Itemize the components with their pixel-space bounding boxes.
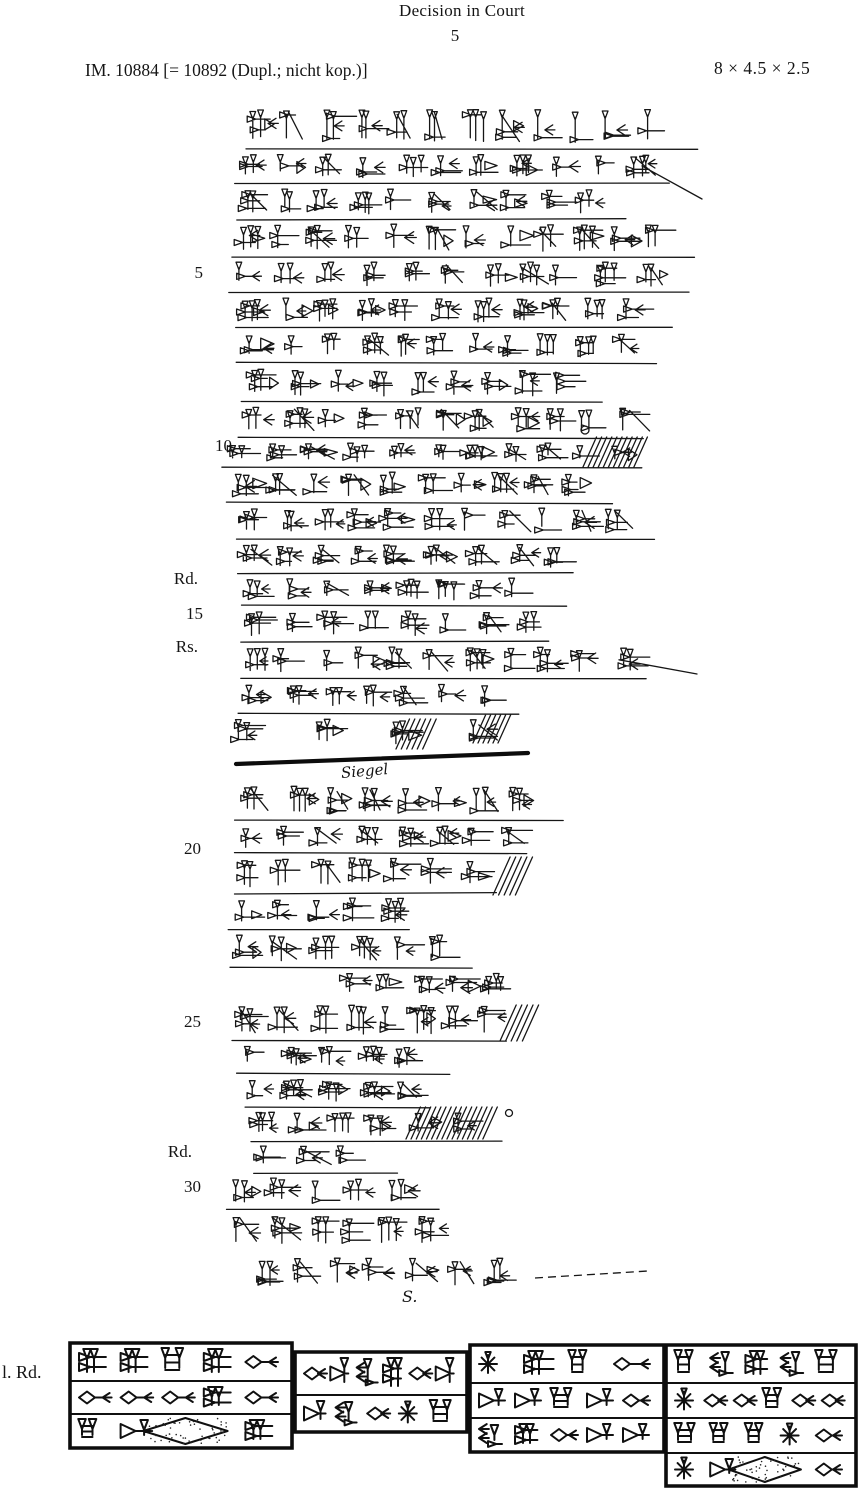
margin-label-15: 15 <box>186 604 203 623</box>
siegel-label: Siegel <box>340 759 389 783</box>
margin-label-10: 10 <box>215 436 232 455</box>
margin-label-rd: Rd. <box>173 569 198 588</box>
margin-label-30: 30 <box>184 1177 201 1196</box>
page-number: 5 <box>450 26 460 45</box>
seal-signature-label: S. <box>402 1287 418 1306</box>
page-title: Decision in Court <box>399 1 525 20</box>
margin-label-20: 20 <box>184 839 201 858</box>
margin-label-5: 5 <box>194 263 203 282</box>
tablet-dimensions: 8 × 4.5 × 2.5 <box>714 58 811 78</box>
left-edge-label: l. Rd. <box>2 1362 42 1382</box>
margin-label-rd: Rd. <box>167 1142 192 1161</box>
catalog-number: IM. 10884 [= 10892 (Dupl.; nicht kop.)] <box>85 60 368 80</box>
margin-label-rs: Rs. <box>175 637 198 656</box>
margin-label-25: 25 <box>184 1012 201 1031</box>
